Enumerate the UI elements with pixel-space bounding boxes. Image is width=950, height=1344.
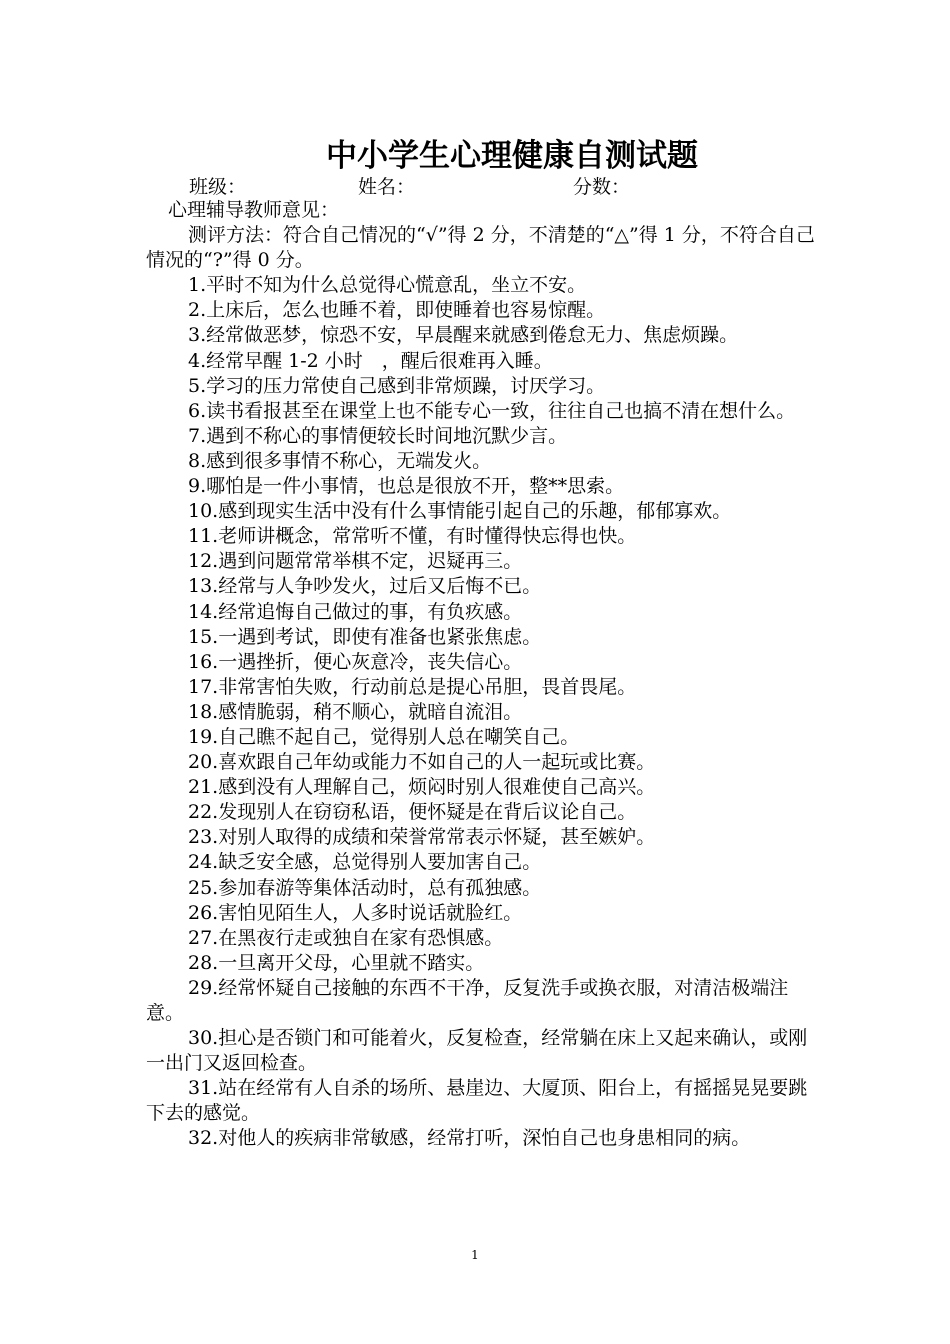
advisor-opinion-label: 心理辅导教师意见： (168, 199, 340, 221)
question-item: 13.经常与人争吵发火，过后又后悔不已。 (188, 575, 542, 598)
question-item: 14.经常追悔自己做过的事，有负疚感。 (188, 600, 523, 623)
question-item: 1.平时不知为什么总觉得心慌意乱，坐立不安。 (188, 274, 587, 297)
question-item: 30.担心是否锁门和可能着火，反复检查，经常躺在床上又起来确认，或刚一出门又返回检查。 (146, 1027, 808, 1075)
class-field-label: 班级： (189, 176, 247, 198)
question-item: 11.老师讲概念，常常听不懂，有时懂得快忘得也快。 (188, 525, 637, 548)
question-item: 4.经常早醒 1-2 小时 ，醒后很难再入睡。 (188, 349, 553, 372)
question-item: 26.害怕见陌生人，人多时说话就脸红。 (188, 901, 523, 924)
page-number: 1 (471, 1248, 479, 1262)
question-item: 18.感情脆弱，稍不顺心，就暗自流泪。 (188, 700, 523, 723)
question-item: 28.一旦离开父母，心里就不踏实。 (188, 951, 485, 974)
name-field-label: 姓名： (358, 176, 416, 198)
question-item: 20.喜欢跟自己年幼或能力不如自己的人一起玩或比赛。 (188, 751, 656, 774)
question-item: 24.缺乏安全感，总觉得别人要加害自己。 (188, 851, 542, 874)
questionnaire-body (146, 198, 816, 1152)
question-item: 32.对他人的疾病非常敏感，经常打听，深怕自己也身患相同的病。 (188, 1127, 751, 1150)
question-item: 17.非常害怕失败，行动前总是提心吊胆，畏首畏尾。 (188, 675, 637, 698)
question-item: 12.遇到问题常常举棋不定，迟疑再三。 (188, 550, 523, 573)
question-item: 7.遇到不称心的事情便较长时间地沉默少言。 (188, 424, 568, 447)
question-item: 29.经常怀疑自己接触的东西不干净，反复洗手或换衣服，对清洁极端注意。 (146, 976, 789, 1024)
question-item: 5.学习的压力常使自己感到非常烦躁，讨厌学习。 (188, 374, 606, 397)
question-item: 2.上床后，怎么也睡不着，即使睡着也容易惊醒。 (188, 299, 606, 322)
question-item: 27.在黑夜行走或独自在家有恐惧感。 (188, 926, 504, 949)
question-item: 10.感到现实生活中没有什么事情能引起自己的乐趣，郁郁寡欢。 (188, 500, 732, 523)
question-item: 15.一遇到考试，即使有准备也紧张焦虑。 (188, 625, 542, 648)
question-item: 8.感到很多事情不称心，无端发火。 (188, 449, 492, 472)
scoring-method: 测评方法：符合自己情况的“√”得 2 分，不清楚的“△”得 1 分，不符合自己情况的“?”得 0 分。 (146, 224, 815, 272)
question-item: 9.哪怕是一件小事情，也总是很放不开，整**思索。 (188, 475, 625, 498)
question-item: 21.感到没有人理解自己，烦闷时别人很难使自己高兴。 (188, 776, 656, 799)
score-field-label: 分数： (573, 176, 631, 198)
question-item: 16.一遇挫折，便心灰意冷，丧失信心。 (188, 650, 523, 673)
question-item: 3.经常做恶梦，惊恐不安，早晨醒来就感到倦怠无力、焦虑烦躁。 (188, 324, 739, 347)
question-item: 19.自己瞧不起自己，觉得别人总在嘲笑自己。 (188, 725, 580, 748)
question-item: 23.对别人取得的成绩和荣誉常常表示怀疑，甚至嫉妒。 (188, 826, 656, 849)
question-item: 6.读书看报甚至在课堂上也不能专心一致，往往自己也搞不清在想什么。 (188, 399, 796, 422)
question-item: 22.发现别人在窃窃私语，便怀疑是在背后议论自己。 (188, 801, 637, 824)
question-item: 25.参加春游等集体活动时，总有孤独感。 (188, 876, 542, 899)
page-title: 中小学生心理健康自测试题 (326, 138, 698, 174)
question-item: 31.站在经常有人自杀的场所、悬崖边、大厦顶、阳台上，有摇摇晃晃要跳下去的感觉。 (146, 1077, 808, 1125)
